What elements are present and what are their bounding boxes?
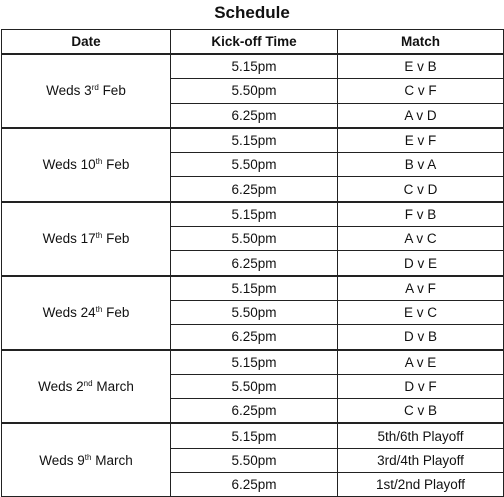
kickoff-time-cell: 5.50pm xyxy=(171,300,338,324)
match-cell: A v E xyxy=(338,350,504,375)
match-cell: D v B xyxy=(338,325,504,350)
date-month: Feb xyxy=(98,83,126,99)
kickoff-time-cell: 5.15pm xyxy=(171,202,338,227)
date-month: Feb xyxy=(102,157,130,173)
date-month: Feb xyxy=(102,231,130,247)
kickoff-time-cell: 6.25pm xyxy=(171,325,338,350)
date-day: Weds 24 xyxy=(42,305,96,321)
date-cell xyxy=(2,202,171,276)
column-header-date: Date xyxy=(2,30,171,55)
kickoff-time-cell: 5.50pm xyxy=(171,448,338,472)
date-month: March xyxy=(92,379,134,394)
date-day: Weds 3 xyxy=(46,83,92,99)
table-row xyxy=(2,423,504,448)
match-cell: C v D xyxy=(338,177,504,202)
match-cell: A v D xyxy=(338,103,504,128)
match-cell: A v F xyxy=(338,276,504,301)
date-cell xyxy=(2,276,171,350)
date-ordinal: th xyxy=(95,157,103,167)
match-cell: E v F xyxy=(338,128,504,153)
kickoff-time-cell: 6.25pm xyxy=(171,399,338,424)
match-cell: D v E xyxy=(338,251,504,276)
date-month: Feb xyxy=(102,305,130,321)
match-cell: 5th/6th Playoff xyxy=(338,423,504,448)
schedule-table xyxy=(1,29,504,497)
date-cell xyxy=(2,350,171,424)
date-day: Weds 17 xyxy=(42,231,96,247)
table-row xyxy=(2,128,504,153)
page-title: Schedule xyxy=(214,3,290,22)
kickoff-time-cell: 5.15pm xyxy=(171,423,338,448)
date-cell xyxy=(2,128,171,202)
date-ordinal: rd xyxy=(91,83,99,93)
match-cell: A v C xyxy=(338,227,504,251)
kickoff-time-cell: 5.15pm xyxy=(171,54,338,79)
date-day: Weds 2 xyxy=(38,379,84,394)
table-row xyxy=(2,350,504,375)
kickoff-time-cell: 5.15pm xyxy=(171,128,338,153)
match-cell: C v F xyxy=(338,79,504,103)
match-cell: E v C xyxy=(338,300,504,324)
date-day: Weds 9 xyxy=(39,452,85,468)
match-cell: 1st/2nd Playoff xyxy=(338,473,504,497)
match-cell: B v A xyxy=(338,153,504,177)
column-header-kickoff-time: Kick-off Time xyxy=(171,30,338,55)
table-row xyxy=(2,54,504,79)
kickoff-time-cell: 5.15pm xyxy=(171,276,338,301)
kickoff-time-cell: 5.50pm xyxy=(171,227,338,251)
header-row xyxy=(2,30,504,55)
match-cell: D v F xyxy=(338,374,504,398)
kickoff-time-cell: 5.15pm xyxy=(171,350,338,375)
kickoff-time-cell: 6.25pm xyxy=(171,177,338,202)
kickoff-time-cell: 6.25pm xyxy=(171,473,338,497)
match-cell: F v B xyxy=(338,202,504,227)
date-cell xyxy=(2,423,171,496)
column-header-match: Match xyxy=(338,30,504,55)
date-day: Weds 10 xyxy=(42,157,96,173)
table-row xyxy=(2,202,504,227)
table-row xyxy=(2,276,504,301)
match-cell: 3rd/4th Playoff xyxy=(338,448,504,472)
date-cell xyxy=(2,54,171,128)
kickoff-time-cell: 6.25pm xyxy=(171,103,338,128)
date-ordinal: nd xyxy=(83,379,93,388)
kickoff-time-cell: 5.50pm xyxy=(171,374,338,398)
date-ordinal: th xyxy=(95,231,103,241)
date-ordinal: th xyxy=(95,305,103,315)
kickoff-time-cell: 5.50pm xyxy=(171,153,338,177)
match-cell: C v B xyxy=(338,399,504,424)
kickoff-time-cell: 5.50pm xyxy=(171,79,338,103)
date-ordinal: th xyxy=(84,452,92,462)
match-cell: E v B xyxy=(338,54,504,79)
kickoff-time-cell: 6.25pm xyxy=(171,251,338,276)
date-month: March xyxy=(91,452,133,468)
